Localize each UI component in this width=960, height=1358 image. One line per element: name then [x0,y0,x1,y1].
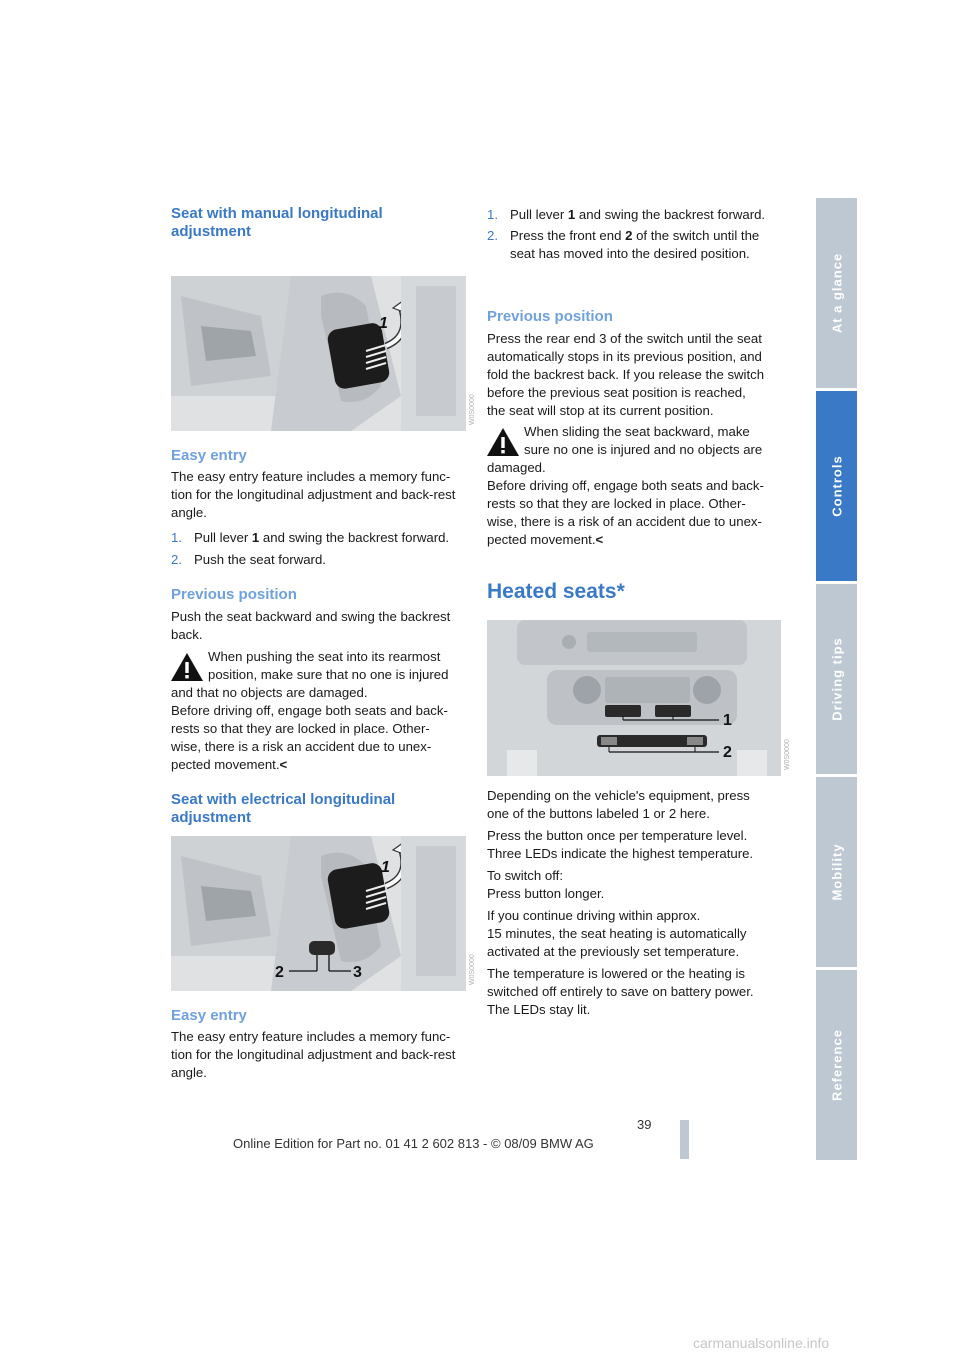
seat-illustration [171,836,466,991]
step-text: and swing the backrest forward. [259,530,450,545]
warning-line: rests so that they are locked in place. Other- [487,496,746,511]
step-key: 2 [625,228,633,243]
heated-text-2 [487,827,783,863]
footer-text: Online Edition for Part no. 01 41 2 602 813 - © 08/09 BMW AG [233,1136,594,1151]
tab-at-a-glance[interactable] [816,198,857,388]
tab-label: Driving tips [829,637,844,721]
warning-line: and that no objects are damaged. [171,685,368,700]
step-text: of the switch until the seat has moved into the desired position. [510,228,760,261]
heated-text-5 [487,965,783,1019]
seat-illustration [171,276,466,431]
warning-line: wise, there is a risk of an accident due to unex- [487,514,762,529]
text-line: Depending on the vehicle's equipment, press [487,788,750,803]
text-line: Three LEDs indicate the highest temperature. [487,846,754,861]
text-line: Press the button once per temperature level. [487,828,748,843]
section-heading-manual-seat [171,205,467,241]
page-marker-bar [680,1120,689,1159]
step-text: Pull lever [194,530,252,545]
text-line: fold the backrest back. If you release the switch [487,367,765,382]
tab-label: Reference [829,1029,844,1101]
label-3: 3 [353,964,362,981]
label-2: 2 [275,964,284,981]
figure-heated-seats [487,620,781,776]
label-2: 2 [723,744,732,761]
label-1: 1 [723,712,732,729]
end-mark: < [595,532,604,547]
text-line: automatically stops in its previous position, and [487,349,762,364]
heated-text-3 [487,867,783,903]
tab-driving-tips[interactable] [816,584,857,774]
heading-line: Seat with electrical longitudinal [171,791,396,808]
step-text: Pull lever [510,207,568,222]
previous-position-text-2 [487,330,783,420]
tab-reference[interactable] [816,970,857,1160]
step-number: 2. [487,228,498,243]
step-number: 1. [171,530,182,545]
text-line: before the previous seat position is reached, [487,385,746,400]
subheading-easy-entry-2: Easy entry [171,1007,247,1024]
text-line: Press button longer. [487,886,605,901]
warning-line: Before driving off, engage both seats and back- [487,478,764,493]
heading-line: Seat with manual longitudinal [171,205,383,222]
step-2 [487,227,783,263]
step-text: Push the seat forward. [194,552,326,567]
step-text: and swing the backrest forward. [575,207,766,222]
warning-text [171,648,467,774]
watermark: carmanualsonline.info [693,1335,830,1351]
console-illustration [487,620,781,776]
step-key: 1 [251,530,260,545]
warning-line: wise, there is a risk an accident due to unex- [171,739,432,754]
easy-entry-text: The easy entry feature includes a memory func-tion for the longitudinal adjustment and back-rest angle. [171,469,456,520]
heading-line: adjustment [171,223,252,240]
step-number: 1. [487,207,498,222]
step-key: 1 [567,207,576,222]
text-line: one of the buttons labeled 1 or 2 here. [487,806,710,821]
text-line: switched off entirely to save on battery power. [487,984,754,999]
warning-line: When pushing the seat into its rearmost [208,649,441,664]
label-1: 1 [381,859,390,876]
step-1 [487,206,783,224]
step-1 [171,529,467,547]
figure-manual-seat [171,276,466,431]
subheading-previous-position-2: Previous position [487,308,613,325]
warning-line: damaged. [487,460,546,475]
tab-label: At a glance [829,252,844,334]
warning-line: rests so that they are locked in place. Other- [171,721,430,736]
figure-code: W0S0000 [784,739,791,770]
text-line: the seat will stop at its current position. [487,403,714,418]
previous-position-text: Push the seat backward and swing the backrest back. [171,609,451,642]
end-mark: < [279,757,288,772]
warning-line: Before driving off, engage both seats and back- [171,703,448,718]
text-line: 15 minutes, the seat heating is automatically [487,926,747,941]
step-number: 2. [171,552,182,567]
subheading-previous-position: Previous position [171,586,297,603]
tab-label: Mobility [829,843,844,901]
subheading-easy-entry: Easy entry [171,447,247,464]
figure-code: W0S0000 [469,394,476,425]
text-line: If you continue driving within approx. [487,908,701,923]
step-2 [171,551,467,569]
tab-controls[interactable] [816,391,857,581]
warning-line: pected movement. [171,757,280,772]
easy-entry-text-2: The easy entry feature includes a memory func-tion for the longitudinal adjustment and back-rest angle. [171,1029,456,1080]
heated-text-1 [487,787,783,823]
warning-line: sure no one is injured and no objects are [524,442,763,457]
warning-line: position, make sure that no one is injured [208,667,449,682]
step-text: Press the front end [510,228,626,243]
heading-line: adjustment [171,809,252,826]
label-1: 1 [379,315,388,332]
warning-line: pected movement. [487,532,596,547]
section-heading-electrical-seat [171,791,467,827]
text-line: Press the rear end 3 of the switch until the seat [487,331,762,346]
heated-text-4 [487,907,783,961]
tab-mobility[interactable] [816,777,857,967]
page-number: 39 [637,1117,652,1132]
figure-code: W0S0000 [469,954,476,985]
tab-label: Controls [829,455,844,517]
section-heading-heated-seats: Heated seats* [487,580,625,603]
warning-line: When sliding the seat backward, make [524,424,750,439]
figure-electrical-seat [171,836,466,991]
text-line: To switch off: [487,868,563,883]
text-line: The LEDs stay lit. [487,1002,591,1017]
warning-text-2 [487,423,783,549]
text-line: The temperature is lowered or the heating is [487,966,746,981]
text-line: activated at the previously set temperature. [487,944,740,959]
